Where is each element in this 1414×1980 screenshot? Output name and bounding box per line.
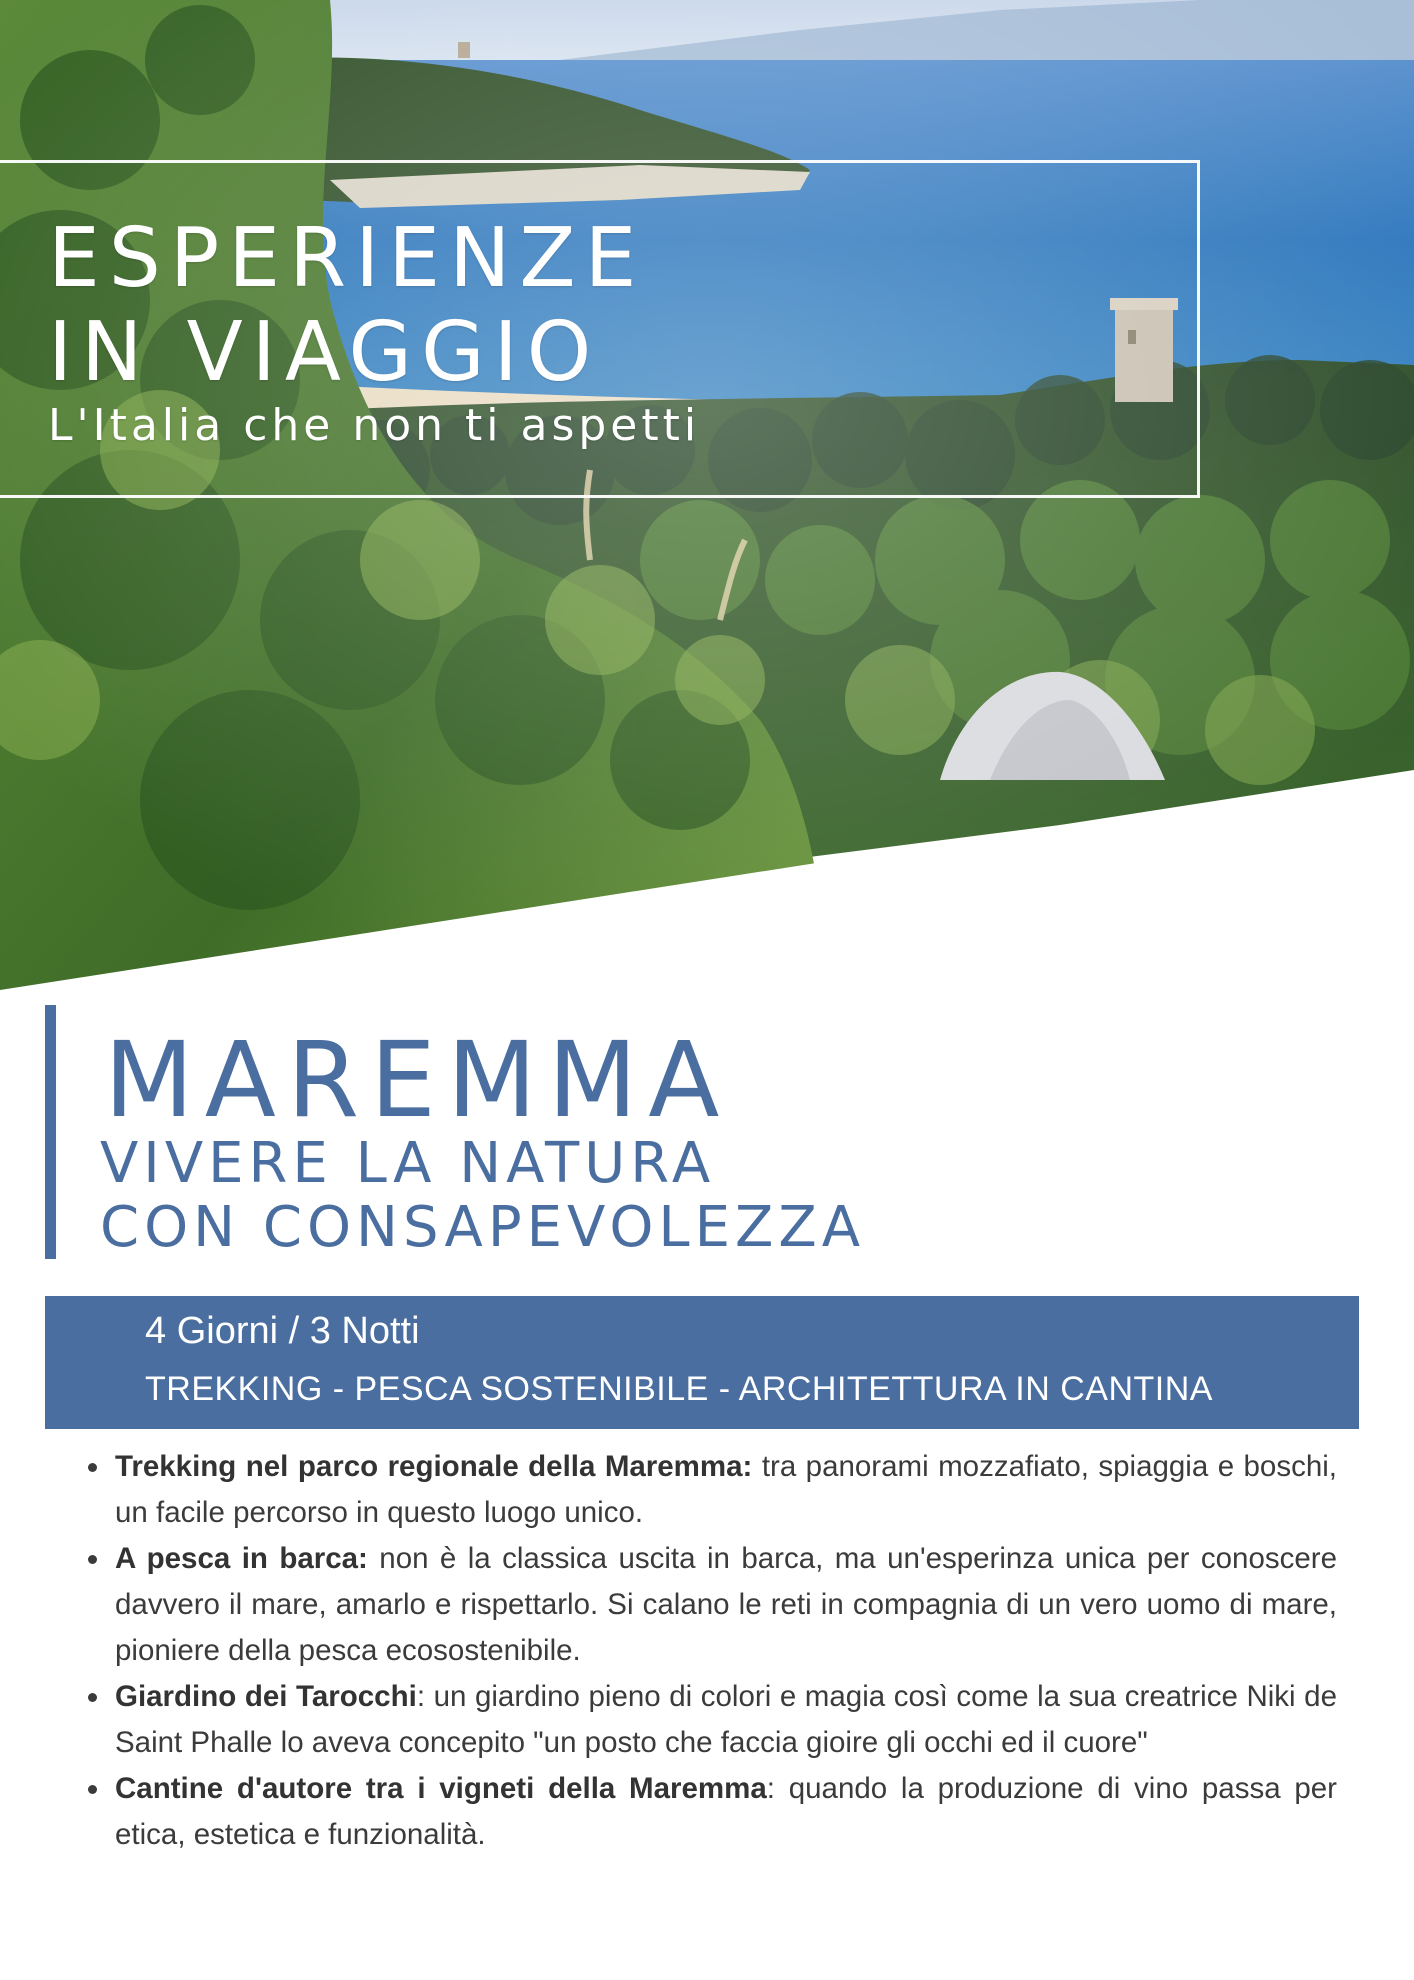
bullet-icon: [88, 1463, 97, 1472]
page-title: MAREMMA: [104, 1019, 731, 1141]
item-text: : un giardino pieno di colori e magia così come la sua creatrice Niki de Saint Phalle lo aveva concepito "un posto che faccia gioire gli occhi ed il cuore": [115, 1680, 1337, 1759]
hero-title-line1: ESPERIENZE: [48, 211, 646, 306]
title-accent-bar: [45, 1005, 56, 1259]
subtitle-line2: CON CONSAPEVOLEZZA: [100, 1195, 866, 1260]
hero-title-line2: IN VIAGGIO: [48, 305, 601, 400]
bullet-icon: [88, 1785, 97, 1794]
item-heading: Trekking nel parco regionale della Maremma:: [115, 1450, 753, 1483]
info-band: [45, 1296, 1359, 1429]
item-heading: Cantine d'autore tra i vigneti della Maremma: [115, 1772, 767, 1805]
bullet-icon: [88, 1555, 97, 1564]
item-text: non è la classica uscita in barca, ma un'esperinza unica per conoscere davvero il mare, amarlo e rispettarlo. Si calano le reti in compagnia di un vero uomo di mare, pioniere della pesca ecosostenibile.: [115, 1542, 1337, 1667]
item-heading: Giardino dei Tarocchi: [115, 1680, 417, 1713]
duration-label: 4 Giorni / 3 Notti: [145, 1310, 420, 1352]
subtitle-line1: VIVERE LA NATURA: [100, 1131, 716, 1196]
item-text: tra panorami mozzafiato, spiaggia e boschi, un facile percorso in questo luogo unico.: [115, 1450, 1337, 1529]
list-item: [82, 1766, 1337, 1858]
list-item: [82, 1444, 1337, 1536]
item-text: : quando la produzione di vino passa per etica, estetica e funzionalità.: [115, 1772, 1338, 1851]
item-heading: A pesca in barca:: [115, 1542, 368, 1575]
activities-label: TREKKING - PESCA SOSTENIBILE - ARCHITETTURA IN CANTINA: [145, 1370, 1213, 1408]
bullet-icon: [88, 1693, 97, 1702]
experience-list: [82, 1444, 1337, 1858]
hero-subtitle: L'Italia che non ti aspetti: [48, 400, 701, 451]
list-item: [82, 1674, 1337, 1766]
list-item: [82, 1536, 1337, 1674]
